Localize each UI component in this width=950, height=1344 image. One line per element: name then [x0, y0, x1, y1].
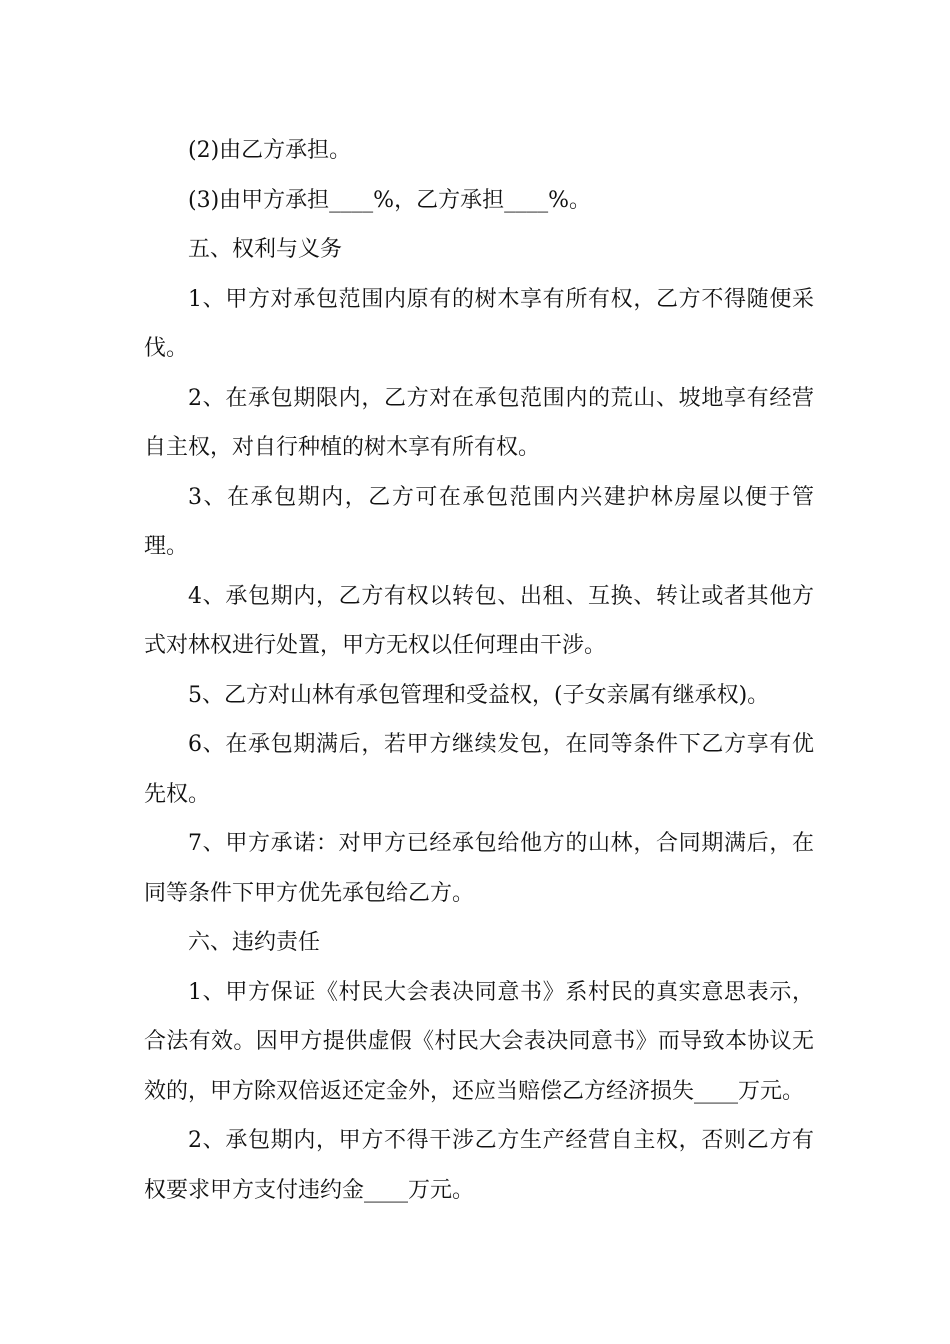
paragraph-item-2-bearer: (2)由乙方承担。: [188, 138, 352, 163]
paragraph-liability-1: 1、甲方保证《村民大会表决同意书》系村民的真实意思表示，合法有效。因甲方提供虚假《村民大会表决同意书》而导致本协议无效的，甲方除双倍返还定金外，还应当赔偿乙方经济损失____万元。: [144, 979, 814, 1104]
paragraph-rights-2: 2、在承包期限内，乙方对在承包范围内的荒山、坡地享有经营自主权，对自行种植的树木享有所有权。: [144, 385, 814, 460]
paragraph-rights-4: 4、承包期内，乙方有权以转包、出租、互换、转让或者其他方式对林权进行处置，甲方无权以任何理由干涉。: [144, 583, 814, 658]
document-body: [144, 126, 814, 1215]
paragraph-rights-3: 3、在承包期内，乙方可在承包范围内兴建护林房屋以便于管理。: [144, 484, 814, 559]
paragraph-rights-6: 6、在承包期满后，若甲方继续发包，在同等条件下乙方享有优先权。: [144, 732, 814, 807]
paragraph-rights-1: 1、甲方对承包范围内原有的树木享有所有权，乙方不得随便采伐。: [144, 286, 814, 361]
section-heading-liability: 六、违约责任: [188, 930, 321, 955]
paragraph-rights-5: 5、乙方对山林有承包管理和受益权，(子女亲属有继承权)。: [188, 682, 770, 708]
paragraph-item-3-shared: (3)由甲方承担____%，乙方承担____%。: [188, 187, 591, 213]
paragraph-liability-2: 2、承包期内，甲方不得干涉乙方生产经营自主权，否则乙方有权要求甲方支付违约金____万元。: [144, 1128, 814, 1203]
section-heading-rights-obligations: 五、权利与义务: [188, 237, 343, 262]
paragraph-rights-7: 7、甲方承诺：对甲方已经承包给他方的山林，合同期满后，在同等条件下甲方优先承包给乙方。: [144, 831, 814, 906]
